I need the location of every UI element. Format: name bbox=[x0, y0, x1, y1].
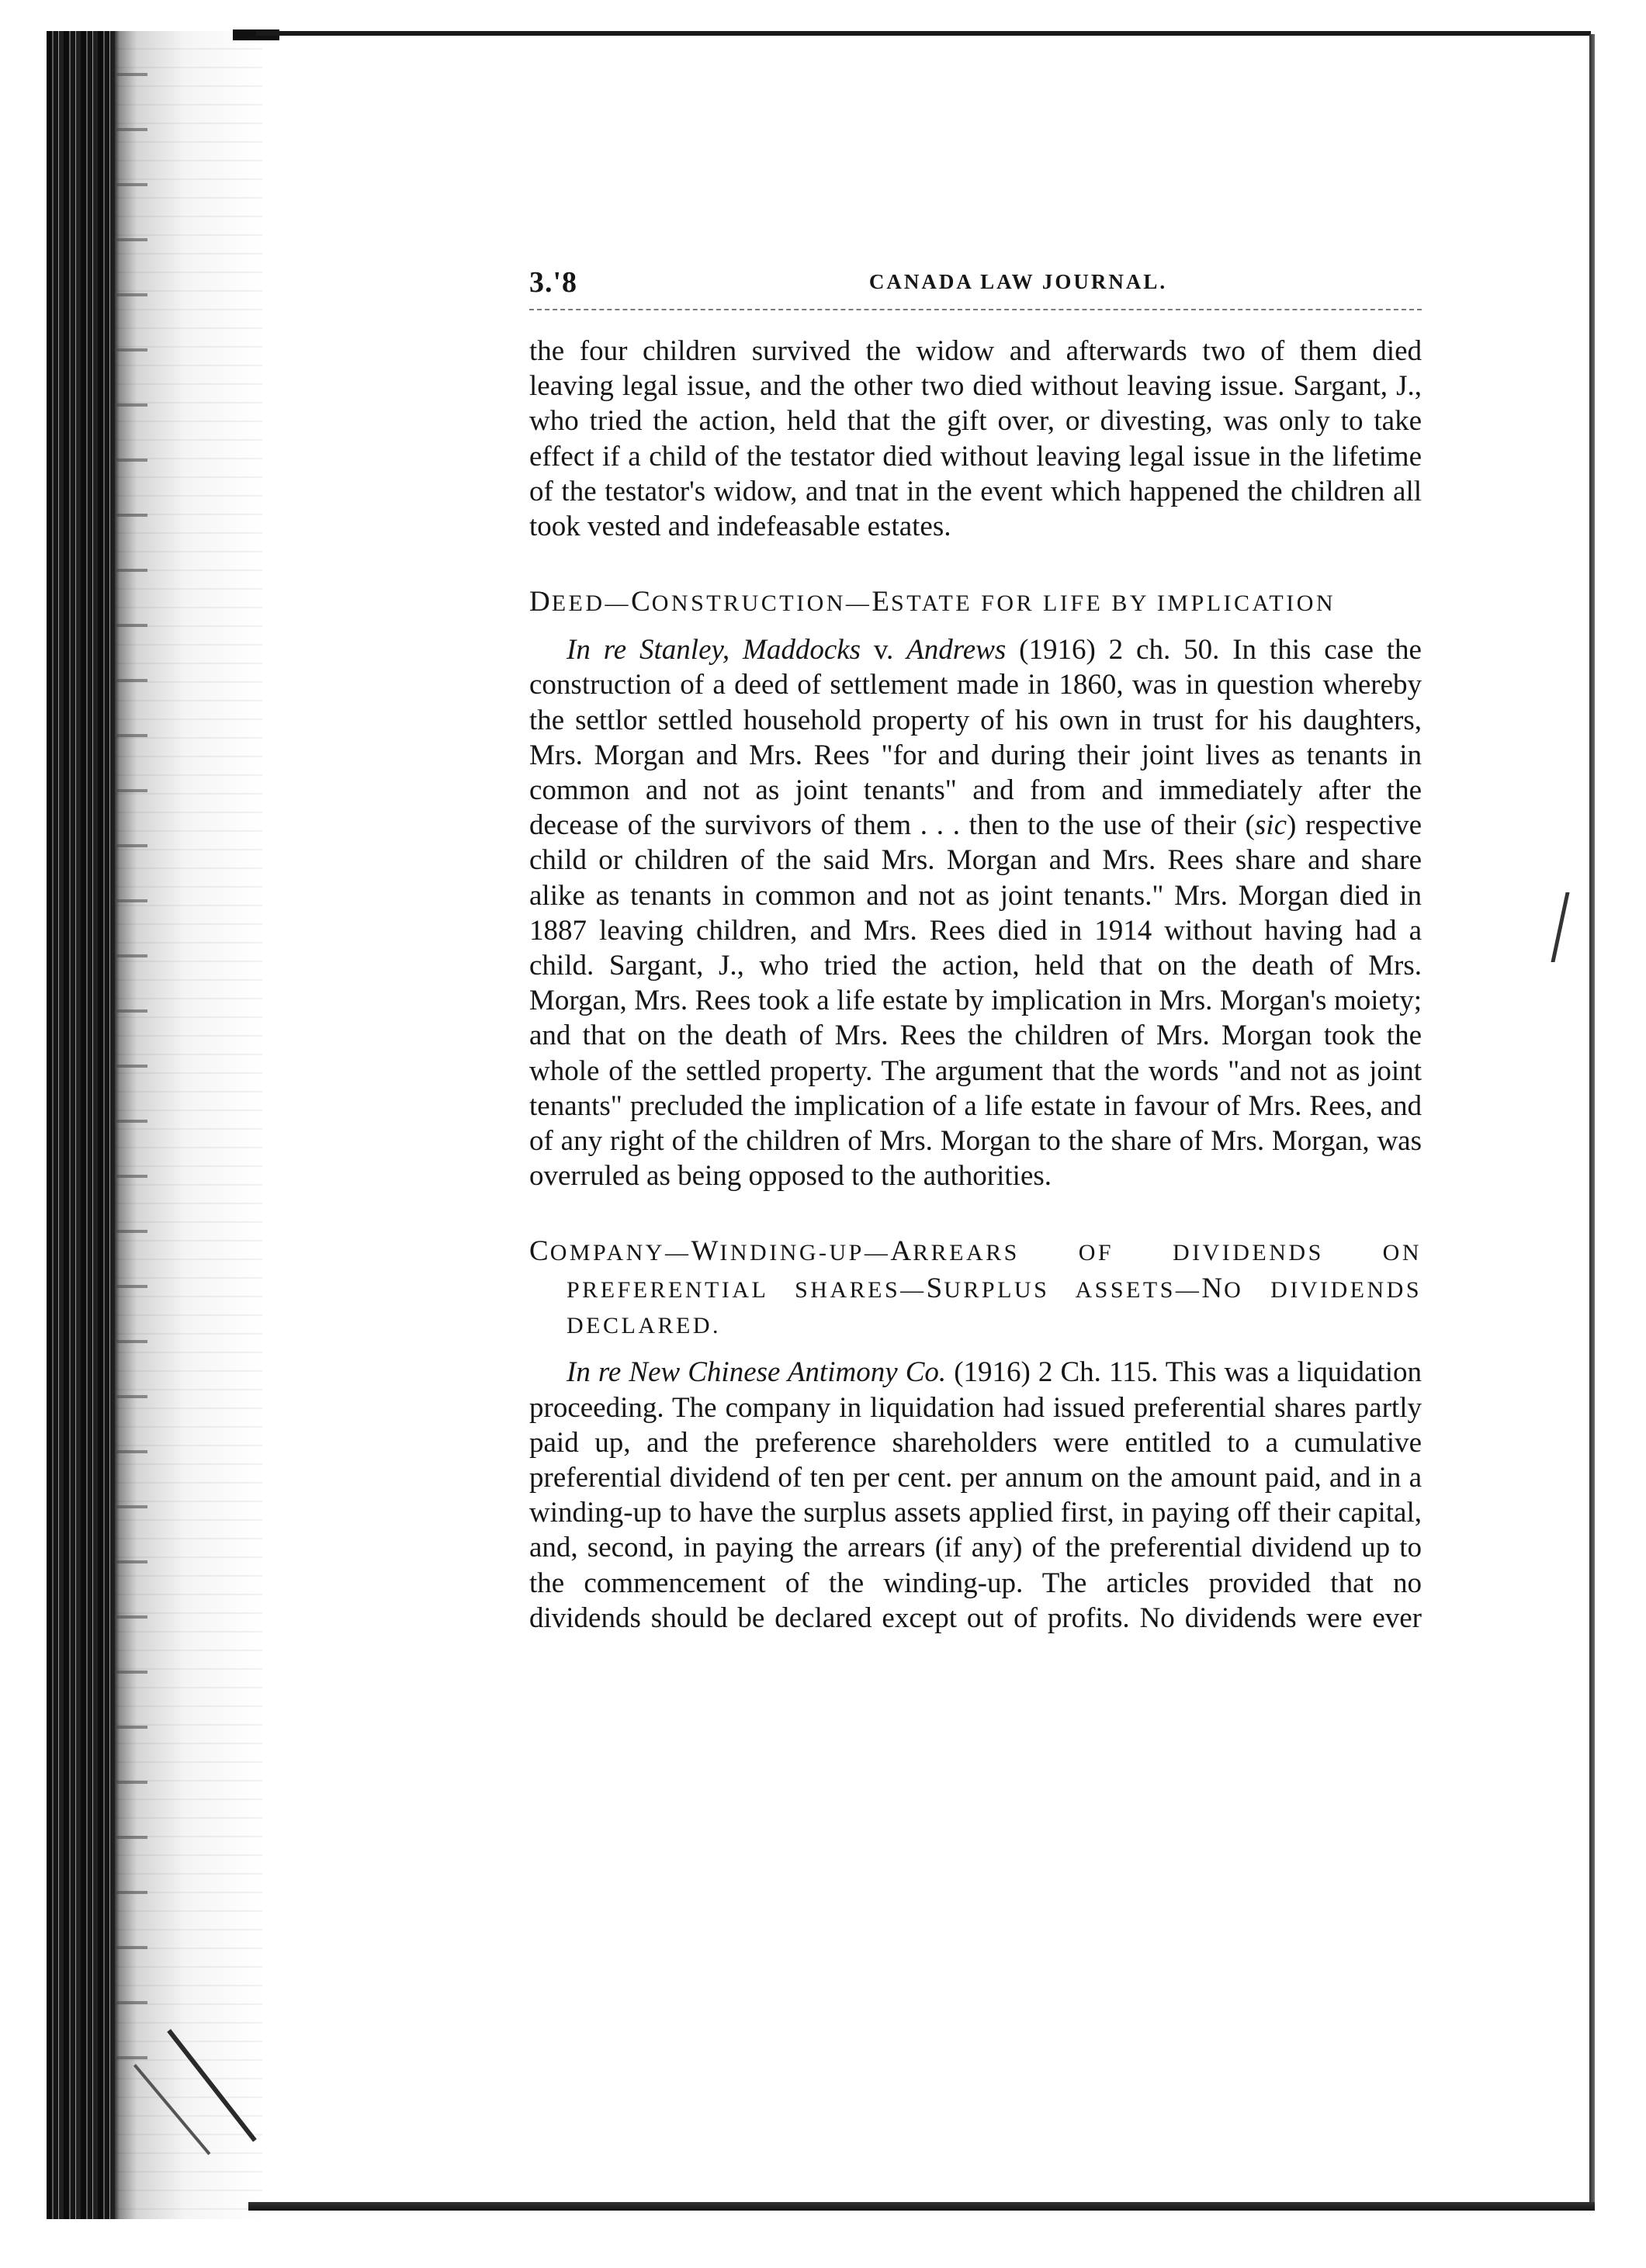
heading-part: EED— bbox=[551, 590, 632, 617]
page-right-edge bbox=[1589, 34, 1595, 2207]
heading-part: A bbox=[890, 1235, 913, 1268]
paragraph-text: (1916) 2 Ch. 115. This was a liquidation proceeding. The company in liquidation had issued preferential shares partly paid up, and the preference shareholders were entitled to a cumulative preferential dividend of ten per cent. per annum on the amount paid, and in a winding-up to have the surplus assets applied first, in paying off their capital, and, second, in paying the arrears (if any) of the preferential dividend up to the commencement of the winding-up. The articles provided that no dividends should be declared except out of profits. No dividends were ever bbox=[529, 1356, 1422, 1634]
gutter-texture bbox=[116, 47, 147, 2079]
paragraph-new-chinese-antimony bbox=[529, 1355, 1422, 1636]
paragraph-continued: the four children survived the widow and afterwards two of them died leaving legal issue, and the other two died without leaving issue. Sargant, J., who tried the action, held that the gift over, or divesting, was only to take effect if a child of the testator died without leaving legal issue in the lifetime of the testator's widow, and tnat in the event which happened the children all took vested and indefeasable estates. bbox=[529, 335, 1422, 543]
page-bottom-edge bbox=[248, 2202, 1595, 2211]
sic-note: sic bbox=[1254, 809, 1287, 842]
case-party: Andrews bbox=[906, 634, 1007, 667]
heading-part: N bbox=[1201, 1273, 1225, 1305]
heading-part: W bbox=[691, 1235, 720, 1268]
heading-part: C bbox=[631, 586, 652, 618]
heading-part: URPLUS ASSETS— bbox=[944, 1277, 1202, 1304]
heading-part: STATE FOR LIFE BY IMPLICATION bbox=[891, 590, 1336, 617]
heading-part: E bbox=[872, 586, 892, 618]
page-number: 3.'8 bbox=[529, 266, 578, 299]
case-citation: (1916) 2 ch. 50. In this case the construction of a deed of settlement made in 1860, was in question whereby the settlor settled household property of his own in trust for his daughters, Mrs. Morgan and Mrs. Rees "for and during their joint lives as tenants in common and not as joint tenants" and from and immediately after the decease of the survivors of them . . . then to the use of their ( bbox=[529, 634, 1422, 842]
heading-part: OMPANY— bbox=[549, 1240, 691, 1266]
section-heading-deed bbox=[529, 584, 1422, 622]
journal-title: CANADA LAW JOURNAL. bbox=[868, 270, 1168, 293]
heading-part: D bbox=[529, 586, 552, 618]
running-head bbox=[529, 264, 1422, 310]
heading-part: O DIVIDENDS DECLARED. bbox=[567, 1277, 1422, 1339]
paragraph-text: ) respective child or children of the said Mrs. Morgan and Mrs. Rees share and share alike as tenants in common and not as joint tenants." Mrs. Morgan died in 1887 leaving children, and Mrs. Rees died in 1914 without having had a child. Sargant, J., who tried the action, held that on the death of Mrs. Morgan, Mrs. Rees took a life estate by implication in Mrs. Morgan's moiety; and that on the death of Mrs. Rees the children of Mrs. Morgan took the whole of the settled property. The argument that the words "and not as joint tenants" precluded the implication of a life estate in favour of Mrs. Rees, and of any right of the children of Mrs. Morgan to the share of Mrs. Morgan, was overruled as being opposed to the authorities. bbox=[529, 809, 1422, 1193]
heading-part: RREARS OF DIVIDENDS ON PREFERENTIAL SHARES— bbox=[567, 1240, 1422, 1304]
page-content bbox=[529, 264, 1422, 1636]
case-name: In re Stanley, Maddocks bbox=[567, 634, 861, 667]
paragraph-stanley bbox=[529, 632, 1422, 1193]
case-name: In re New Chinese Antimony Co. bbox=[567, 1356, 947, 1389]
heading-part: ONSTRUCTION— bbox=[651, 590, 872, 617]
book-spine-shadow bbox=[47, 31, 115, 2219]
page-top-edge bbox=[256, 31, 1591, 36]
heading-part: INDING-UP— bbox=[719, 1240, 891, 1266]
case-v: v. bbox=[861, 634, 907, 667]
section-heading-company bbox=[529, 1234, 1422, 1344]
scan-mark bbox=[1551, 892, 1580, 962]
heading-part: C bbox=[529, 1235, 550, 1268]
heading-part: S bbox=[926, 1273, 944, 1305]
